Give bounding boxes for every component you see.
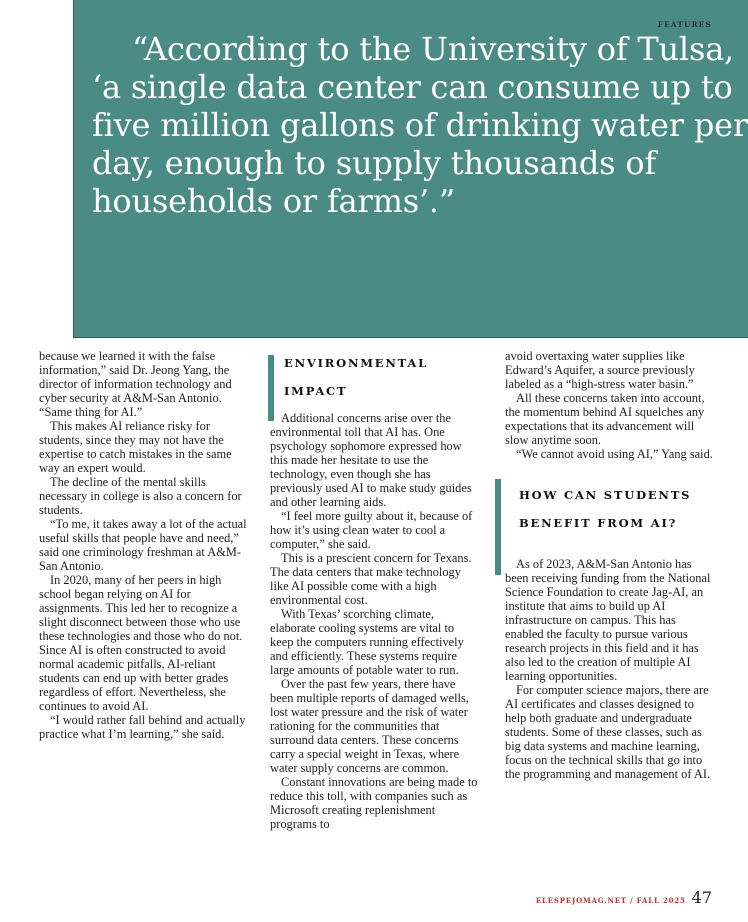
- pull-quote: “According to the University of Tulsa, ‘a single data center can consume up to five million gallons of drinking water per day, enough to supply thousands of households or farms’.”: [92, 30, 748, 220]
- section-heading-text: HOW CAN STUDENTS BENEFIT FROM AI?: [519, 488, 692, 530]
- section-tag: FEATURES: [657, 20, 712, 29]
- paragraph: “To me, it takes away a lot of the actual useful skills that people have and need,” said one criminology freshman at A&M-San Antonio.: [39, 517, 247, 573]
- section-heading-environmental-impact: [270, 349, 480, 405]
- paragraph: Additional concerns arise over the environmental toll that AI has. One psychology sophomore expressed how this made her hesitate to use the technology, even though she has previously used AI to make study guides and other learning aids.: [270, 411, 472, 509]
- paragraph: “I feel more guilty about it, because of how it’s using clean water to cool a computer,” she said.: [270, 509, 473, 551]
- section-heading-text: ENVIRONMENTAL IMPACT: [284, 356, 429, 398]
- footer-site-link[interactable]: ELESPEJOMAG.NET / FALL 2025: [535, 896, 686, 905]
- article-column-2: [270, 349, 480, 831]
- paragraph: For computer science majors, there are AI certificates and classes designed to help both graduate and undergraduate students. Some of these classes, such as big data systems and machine learning, focus on the technical skills that go into the programming and management of AI.: [505, 683, 711, 781]
- paragraph: This makes AI reliance risky for students, since they may not have the expertise to catch mistakes in the same way an expert would.: [39, 419, 232, 475]
- paragraph: The decline of the mental skills necessary in college is also a concern for students.: [39, 475, 242, 517]
- article-column-1: [39, 349, 247, 741]
- heading-accent-bar: [268, 355, 274, 421]
- pull-quote-banner: [73, 0, 748, 338]
- paragraph: This is a prescient concern for Texans. The data centers that make technology like AI possible come with a high environmental cost.: [270, 551, 472, 607]
- heading-accent-bar: [495, 479, 501, 575]
- paragraph: Constant innovations are being made to reduce this toll, with companies such as Microsoft creating replenishment programs to: [270, 775, 478, 831]
- article-column-3: [505, 349, 715, 781]
- paragraph: Over the past few years, there have been multiple reports of damaged wells, lost water pressure and the risk of water rationing for the communities that surround data centers. These concerns carry a special weight in Texas, where water supply concerns are common.: [270, 677, 469, 775]
- page-number: 47: [691, 888, 712, 907]
- paragraph: As of 2023, A&M-San Antonio has been receiving funding from the National Science Foundation to create Jag-AI, an institute that aims to build up AI infrastructure on campus. This has enabled the faculty to pursue various research projects in this field and it has also led to the creation of multiple AI learning opportunities.: [505, 557, 711, 683]
- section-heading-benefit: [505, 481, 715, 537]
- paragraph: “I would rather fall behind and actually practice what I’m learning,” she said.: [39, 713, 246, 741]
- page-footer: [536, 888, 712, 907]
- paragraph: “We cannot avoid using AI,” Yang said.: [516, 447, 713, 461]
- paragraph: avoid overtaxing water supplies like Edward’s Aquifer, a source previously labeled as a “high-stress water basin.”: [505, 349, 695, 391]
- paragraph: All these concerns taken into account, the momentum behind AI squelches any expectations that its advancement will slow anytime soon.: [505, 391, 705, 447]
- paragraph: In 2020, many of her peers in high school began relying on AI for assignments. This led her to recognize a slight disconnect between those who use these technologies and those who do not. Since AI is often constructed to avoid normal academic pitfalls, AI-reliant students can end up with better grades regardless of effort. Nevertheless, she continues to avoid AI.: [39, 573, 243, 713]
- paragraph: With Texas’ scorching climate, elaborate cooling systems are vital to keep the computers running effectively and efficiently. These systems require large amounts of potable water to run.: [270, 607, 464, 677]
- paragraph: because we learned it with the false information,” said Dr. Jeong Yang, the director of information technology and cyber security at A&M-San Antonio. “Same thing for AI.”: [39, 349, 232, 419]
